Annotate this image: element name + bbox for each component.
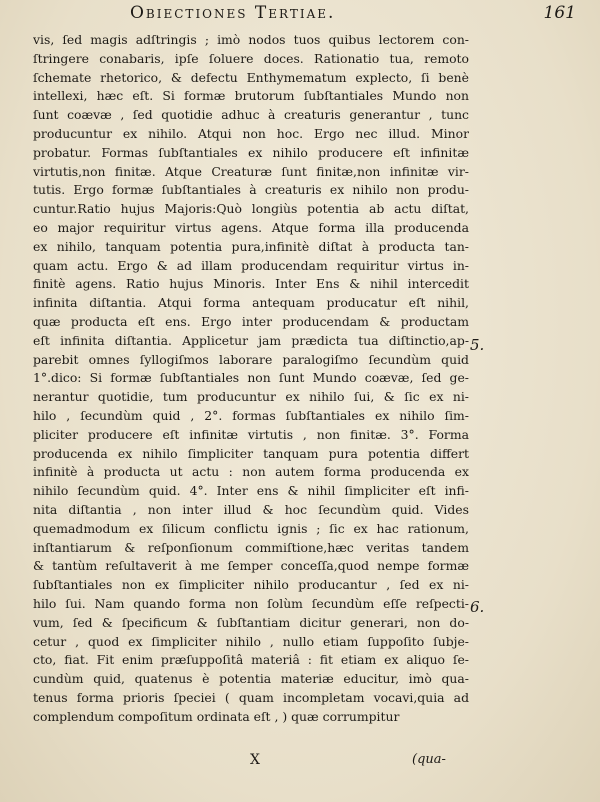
text-line: infinitè à producta ut actu : non autem forma producenda ex <box>33 464 469 480</box>
text-line: ex nihilo, tanquam potentia pura,infinitè diſtat à producta tan- <box>33 238 469 254</box>
text-line: producuntur ex nihilo. Atqui non hoc. Ergo nec illud. Minor <box>33 125 469 141</box>
text-line: & tantùm reſultaverit à me ſemper conceſſa,quod nempe formæ <box>33 558 469 574</box>
text-line: eſt infinita diſtantia. Applicetur jam prædicta tua diſtinctio,ap- <box>33 332 469 348</box>
text-line: ſubſtantiales non ex ſimpliciter nihilo producantur , ſed ex ni- <box>33 577 469 593</box>
page-header <box>118 3 576 29</box>
text-line: hilo ſui. Nam quando forma non ſolùm ſecundùm eſſe reſpecti- <box>33 595 469 611</box>
signature-mark: X <box>250 752 260 768</box>
text-line: nihilo ſecundùm quid. 4°. Inter ens & nihil ſimpliciter eſt infi- <box>33 483 469 499</box>
text-line: cuntur.Ratio hujus Majoris:Quò longiùs potentia ab actu diſtat, <box>33 201 469 217</box>
body-text <box>33 31 469 726</box>
text-line: infinita diſtantia. Atqui forma antequam producatur eſt nihil, <box>33 295 469 311</box>
text-line: cto, fiat. Fit enim præſuppoſitâ materiâ : fit etiam ex aliquo ſe- <box>33 652 469 668</box>
text-line: virtutis,non finitæ. Atque Creaturæ ſunt finitæ,non infinitæ vir- <box>33 163 469 179</box>
text-line: cetur , quod ex ſimpliciter nihilo , nullo etiam ſuppoſito ſubje- <box>33 633 469 649</box>
text-line: ſunt coævæ , ſed quotidie adhuc à creaturis generantur , tunc <box>33 107 469 123</box>
text-line: tutis. Ergo formæ ſubſtantiales à creaturis ex nihilo non produ- <box>33 182 469 198</box>
text-line: cundùm quid, quatenus è potentia materiæ educitur, imò qua- <box>33 671 469 687</box>
page-number: 161 <box>543 3 576 23</box>
text-line: ſchemate rhetorico, & defectu Enthymematum explecto, ſi benè <box>33 69 469 85</box>
text-line: tenus forma prioris ſpeciei ( quam incompletam vocavi,quia ad <box>33 689 469 705</box>
text-line: intellexi, hæc eſt. Si formæ brutorum ſubſtantiales Mundo non <box>33 88 469 104</box>
text-line: parebit omnes ſyllogiſmos laborare paralogiſmo ſecundùm quid <box>33 351 469 367</box>
text-line: ſtringere conabaris, ipſe ſoluere doces. Rationatio tua, remoto <box>33 50 469 66</box>
text-line: pliciter producere eſt infinitæ virtutis , non finitæ. 3°. Forma <box>33 426 469 442</box>
text-line: finitè agens. Ratio hujus Minoris. Inter Ens & nihil intercedit <box>33 276 469 292</box>
marginal-number: 6. <box>470 598 485 616</box>
text-line: 1°.dico: Si formæ ſubſtantiales non ſunt Mundo coævæ, ſed ge- <box>33 370 469 386</box>
text-line: nerantur quotidie, tum producuntur ex nihilo ſui, & ſic ex ni- <box>33 389 469 405</box>
text-line: probatur. Formas ſubſtantiales ex nihilo producere eſt infinitæ <box>33 144 469 160</box>
text-line: complendum compoſitum ordinata eſt , ) quæ corrumpitur <box>33 708 400 724</box>
text-line: nita diſtantia , non inter illud & hoc ſecundùm quid. Vides <box>33 501 469 517</box>
text-line: producenda ex nihilo ſimpliciter tanquam pura potentia differt <box>33 445 469 461</box>
text-line: vum, ſed & ſpecificum & ſubſtantiam dicitur generari, non do- <box>33 614 469 630</box>
text-line: hilo , ſecundùm quid , 2°. formas ſubſtantiales ex nihilo ſim- <box>33 407 469 423</box>
text-line: vis, ſed magis adſtringis ; imò nodos tuos quibus lectorem con- <box>33 32 469 47</box>
text-line: quemadmodum ex ſilicum conflictu ignis ; ſic ex hac rationum, <box>33 520 469 536</box>
text-line: inſtantiarum & reſponſionum commiſtione,hæc veritas tandem <box>33 539 469 555</box>
running-head: Obiectiones Tertiae. <box>130 3 336 23</box>
text-line: eo major requiritur virtus agens. Atque forma illa producenda <box>33 219 469 235</box>
catchword: (qua- <box>412 752 446 767</box>
marginal-number: 5. <box>470 336 485 354</box>
text-line: quam actu. Ergo & ad illam producendam requiritur virtus in- <box>33 257 469 273</box>
text-line: quæ producta eſt ens. Ergo inter producendam & productam <box>33 313 469 329</box>
